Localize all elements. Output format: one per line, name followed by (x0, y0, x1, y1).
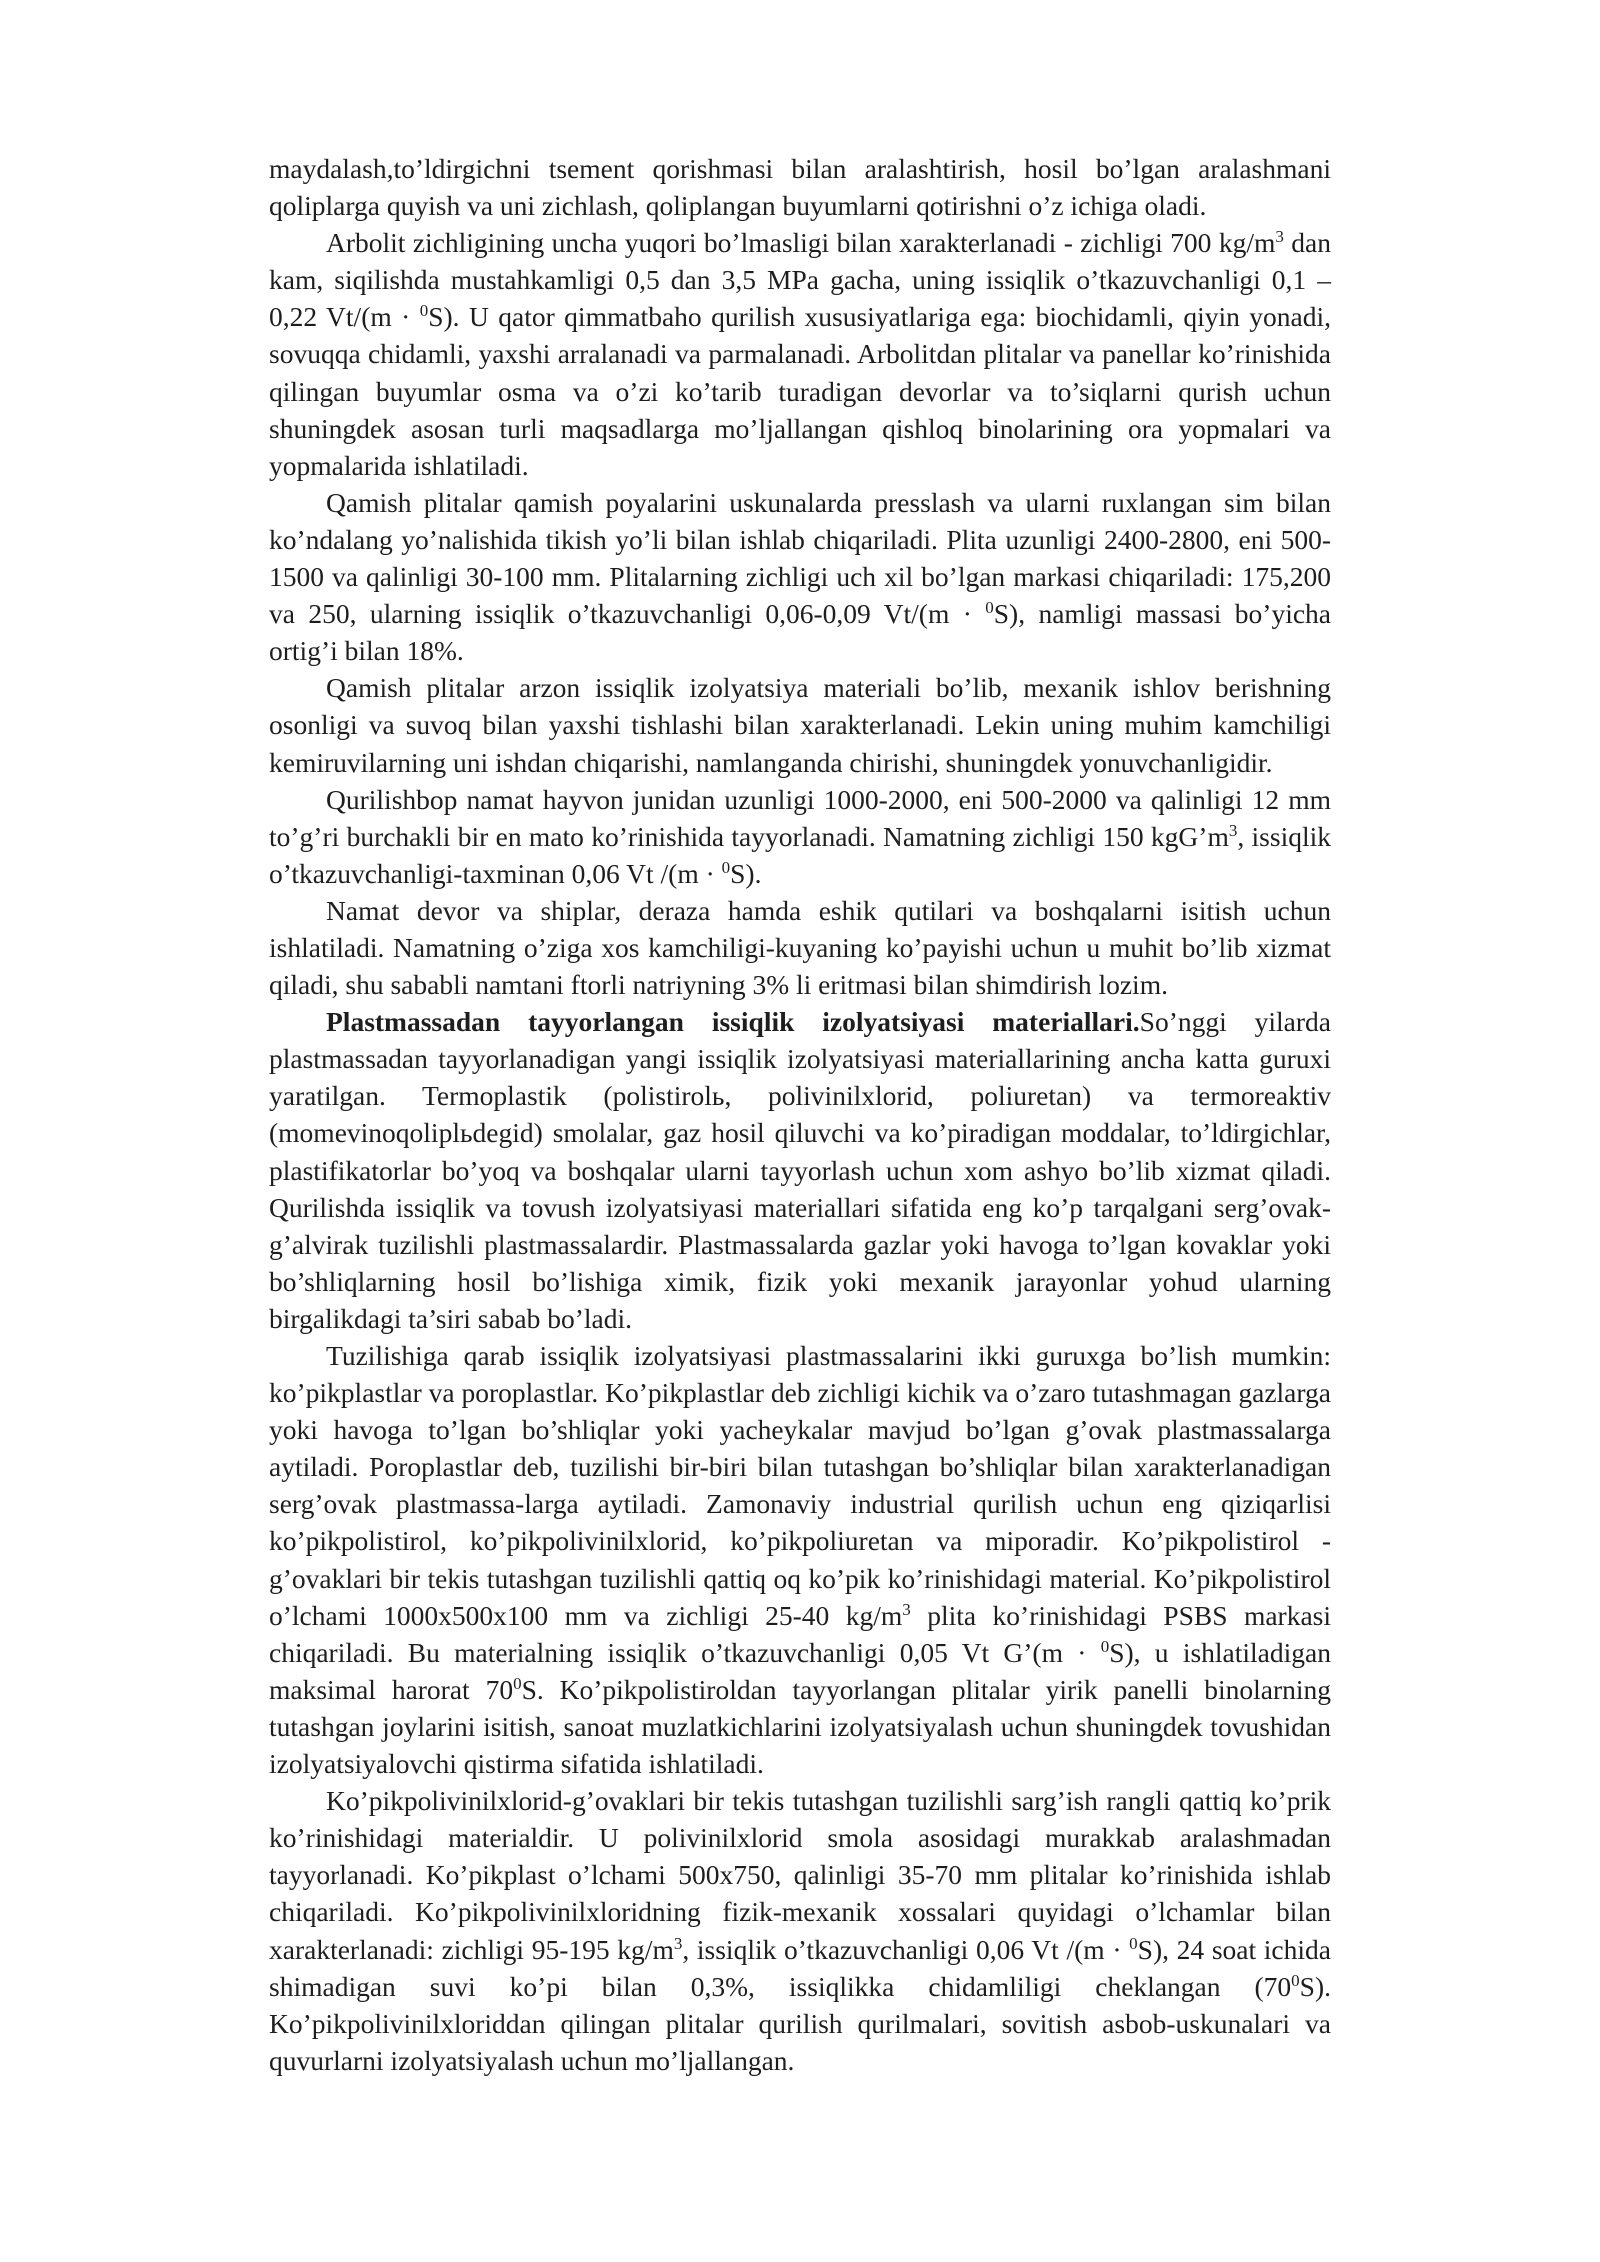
document-page (269, 150, 1331, 2079)
paragraph-text: S). Ko’pikpolivinilxloriddan qilingan plitalar qurilish qurilmalari, sovitish asbob-uskunalari va quvurlarni izolyatsiyalash uchun mo’ljallangan. (269, 1970, 1331, 2076)
paragraph-text: So’nggi yilarda plastmassadan tayyorlanadigan yangi issiqlik izolyatsiyasi materiallarining ancha katta guruxi yaratilgan. Termoplastik (polistirolь, polivinilxlorid, poliuretan) va termoreaktiv (momevinoqoliplьdegid) smolalar, gaz hosil qiluvchi va ko’piradigan moddalar, to’ldirgichlar, plastifikatorlar bo’yoq va boshqalar ularni tayyorlash uchun xom ashyo bo’lib xizmat qiladi. Qurilishda issiqlik va tovush izolyatsiyasi materiallari sifatida eng ko’p tarqalgani serg’ovak-g’alvirak tuzilishli plastmassalardir. Plastmassalarda gazlar yoki havoga to’lgan kovaklar yoki bo’shliqlarning hosil bo’lishiga ximik, fizik yoki mexanik jarayonlar yohud ularning birgalikdagi ta’siri sabab bo’ladi. (269, 1006, 1331, 1334)
paragraph-continuation (269, 150, 1331, 224)
paragraph-text: , issiqlik o’tkazuvchanligi-taxminan 0,06 Vt /(m · (269, 820, 1332, 889)
paragraph-foam-pvc (269, 1782, 1331, 2079)
paragraph-felt (269, 781, 1331, 892)
superscript: 3 (902, 1599, 911, 1619)
paragraph-reed-plates-drawbacks (269, 669, 1331, 780)
paragraph-text: S), 24 soat ichida shimadigan suvi ko’pi bilan 0,3%, issiqlikka chidamliligi cheklangan (70 (269, 1933, 1331, 2002)
superscript: 0 (1100, 1636, 1110, 1656)
paragraph-text: dan kam, siqilishda mustahkamligi 0,5 dan 3,5 MPa gacha, uning issiqlik o’tkazuvchanligi 0,1 – 0,22 Vt/(m · (269, 227, 1331, 333)
paragraph-text: Ko’pikpolivinilxlorid-g’ovaklari bir tekis tutashgan tuzilishli sarg’ish rangli qattiq ko’prik ko’rinishidagi materialdir. U polivinilxlorid smola asosidagi murakkab aralashmadan tayyorlanadi. Ko’pikplast o’lchami 500x750, qalinligi 35-70 mm plitalar ko’rinishida ishlab chiqariladi. Ko’pikpolivinilxloridning fizik-mexanik xossalari quyidagi o’lchamlar bilan xarakterlanadi: zichligi 95-195 kg/m (269, 1785, 1331, 1965)
paragraph-text: maydalash,to’ldirgichni tsement qorishmasi bilan aralashtirish, hosil bo’lgan aralashmani qoliplarga quyish va uni zichlash, qoliplangan buyumlarni qotirishni o’z ichiga oladi. (269, 153, 1331, 222)
superscript: 0 (1129, 1933, 1138, 1953)
paragraph-felt-usage (269, 892, 1331, 1003)
paragraph-text: Arbolit zichligining uncha yuqori bo’lmasligi bilan xarakterlanadi - zichligi 700 kg/m (326, 227, 1276, 259)
superscript: 0 (985, 597, 994, 617)
superscript: 3 (1275, 227, 1284, 247)
paragraph-text: plita ko’rinishidagi PSBS markasi chiqariladi. Bu materialning issiqlik o’tkazuvchanligi 0,05 Vt G’(m · (269, 1599, 1331, 1668)
superscript: 0 (1291, 1970, 1300, 1990)
superscript: 3 (1228, 820, 1238, 840)
paragraph-text: S. Ko’pikpolistiroldan tayyorlangan plitalar yirik panelli binolarning tutashgan joylarini isitish, sanoat muzlatkichlarini izolyatsiyalash uchun shuningdek tovushidan izolyatsiyalovchi qistirma sifatida ishlatiladi. (269, 1673, 1331, 1780)
paragraph-text: Qamish plitalar qamish poyalarini uskunalarda presslash va ularni ruxlangan sim bilan ko’ndalang yo’nalishida tikish yo’li bilan ishlab chiqariladi. Plita uzunligi 2400-2800, eni 500-1500 va qalinligi 30-100 mm. Plitalarning zichligi uch xil bo’lgan markasi chiqariladi: 175,200 va 250, ularning issiqlik o’tkazuvchanligi 0,06-0,09 Vt/(m · (269, 486, 1331, 630)
paragraph-text: S), namligi massasi bo’yicha ortig’i bilan 18%. (269, 598, 1331, 667)
paragraph-arbolit-properties (269, 224, 1331, 484)
paragraph-text: , issiqlik o’tkazuvchanligi 0,06 Vt /(m · (682, 1933, 1130, 1965)
superscript: 0 (513, 1673, 522, 1693)
paragraph-text: Qurilishbop namat hayvon junidan uzunligi 1000-2000, eni 500-2000 va qalinligi 12 mm to’g’ri burchakli bir en mato ko’rinishida tayyorlanadi. Namatning zichligi 150 kgG’m (269, 783, 1331, 852)
paragraph-text: S), u ishlatiladigan maksimal harorat 70 (269, 1636, 1331, 1705)
paragraph-text: Qamish plitalar arzon issiqlik izolyatsiya materiali bo’lib, mexanik ishlov berishning osonligi va suvoq bilan yaxshi tishlashi bilan xarakterlanadi. Lekin uning muhim kamchiligi kemiruvilarning uni ishdan chiqarishi, namlanganda chirishi, shuningdek yonuvchanligidir. (269, 672, 1331, 778)
paragraph-foam-plastics (269, 1337, 1331, 1782)
section-heading: Plastmassadan tayyorlangan issiqlik izolyatsiyasi materiallari. (326, 1006, 1140, 1038)
paragraph-reed-plates (269, 484, 1331, 669)
paragraph-plastics-heading (269, 1003, 1331, 1337)
superscript: 0 (419, 301, 429, 321)
paragraph-text: S). (730, 857, 762, 889)
paragraph-text: Tuzilishiga qarab issiqlik izolyatsiyasi plastmassalarini ikki guruxga bo’lish mumkin: ko’pikplastlar va poroplastlar. Ko’pikplastlar deb zichligi kichik va o’zaro tutashmagan gazlarga yoki havoga to’lgan bo’shliqlar yoki yacheykalar mavjud bo’lgan g’ovak plastmassalarga aytiladi. Poroplastlar deb, tuzilishi bir-biri bilan tutashgan bo’shliqlar bilan xarakterlanadigan serg’ovak plastmassa-larga aytiladi. Zamonaviy industrial qurilish uchun eng qiziqarlisi ko’pikpolistirol, ko’pikpolivinilxlorid, ko’pikpoliuretan va miporadir. Ko’pikpolistirol - g’ovaklari bir tekis tutashgan tuzilishli qattiq oq ko’pik ko’rinishidagi material. Ko’pikpolistirol o’lchami 1000x500x100 mm va zichligi 25-40 kg/m (269, 1340, 1331, 1631)
paragraph-text: S). U qator qimmatbaho qurilish xususiyatlariga ega: biochidamli, qiyin yonadi, sovuqqa chidamli, yaxshi arralanadi va parmalanadi. Arbolitdan plitalar va panellar ko’rinishida qilingan buyumlar osma va o’zi ko’tarib turadigan devorlar va to’siqlarni qurish uchun shuningdek asosan turli maqsadlarga mo’ljallangan qishloq binolarining ora yopmalari va yopmalarida ishlatiladi. (269, 301, 1331, 481)
superscript: 3 (673, 1933, 683, 1953)
paragraph-text: Namat devor va shiplar, deraza hamda eshik qutilari va boshqalarni isitish uchun ishlatiladi. Namatning o’ziga xos kamchiligi-kuyaning ko’payishi uchun u muhit bo’lib xizmat qiladi, shu sababli namtani ftorli natriyning 3% li eritmasi bilan shimdirish lozim. (269, 894, 1331, 1001)
superscript: 0 (721, 857, 731, 877)
